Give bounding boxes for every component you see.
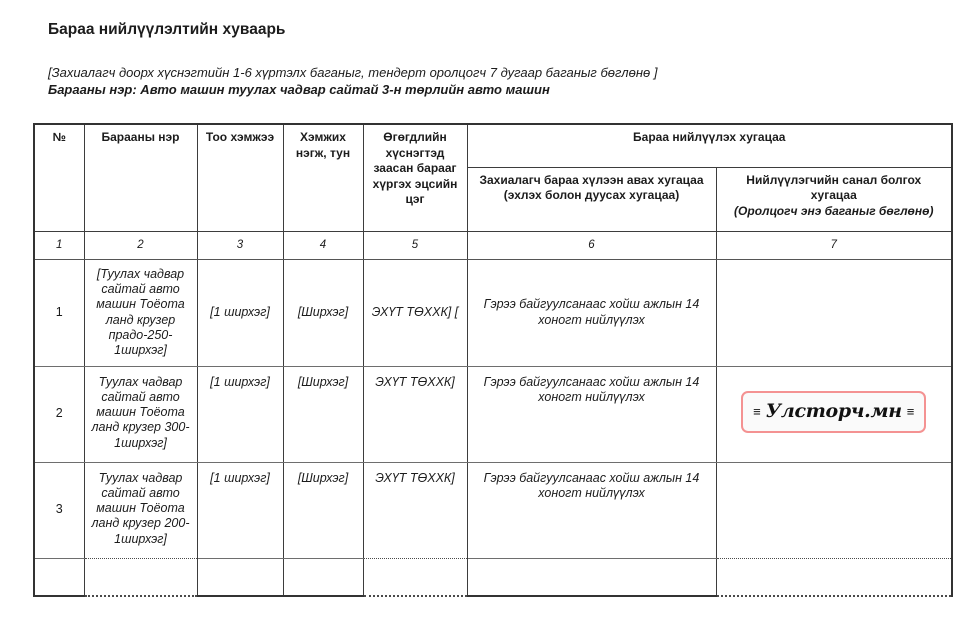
empty-cell [716,558,952,596]
row1-number: 1 [34,259,84,366]
header-supplier-period-line1: Нийлүүлэгчийн санал болгох [746,172,922,187]
empty-cell [34,558,84,596]
watermark-text: Улсторч.мн [765,399,902,422]
row2-number: 2 [34,366,84,462]
header-supply-period-group: Бараа нийлүүлэх хугацаа [467,124,952,167]
row2-product-name: Туулах чадвар сайтай авто машин Тоёота ланд крузер 300- 1ширхэг] [84,366,197,462]
row2-supplier-time [716,366,952,462]
column-number-row [34,231,952,259]
row2-quantity: [1 ширхэг] [197,366,283,462]
ulstorch-watermark-stamp [741,391,926,433]
row3-supplier-time [716,462,952,558]
row3-number: 3 [34,462,84,558]
col-index-4: 4 [283,231,363,259]
right-wing-icon: ≡ [906,403,915,419]
header-product-name: Барааны нэр [84,124,197,231]
col-index-6: 6 [467,231,716,259]
row2-buyer-time: Гэрээ байгуулсанаас хойш ажлын 14 хоногт нийлүүлэх [467,366,716,462]
page-title: Бараа нийлүүлэлтийн хуваарь [48,21,286,38]
col-index-2: 2 [84,231,197,259]
row1-unit: [Ширхэг] [283,259,363,366]
header-destination: Өгөгдлийн хүснэгтэд заасан барааг хүргэх эцсийн цэг [363,124,467,231]
header-supplier-period-line2: хугацаа [810,188,857,203]
table-row [34,366,952,462]
table-row [34,462,952,558]
row2-unit: [Ширхэг] [283,366,363,462]
left-wing-icon: ≡ [753,403,761,419]
row2-destination: ЭХҮТ ТӨХХК] [363,366,467,462]
row3-destination: ЭХҮТ ТӨХХК] [363,462,467,558]
row3-quantity: [1 ширхэг] [197,462,283,558]
instruction-line: [Захиалагч доорх хүснэгтийн 1-6 хүртэлх баганыг, тендерт оролцогч 7 дугаар баганыг бөглөнө ] [48,65,658,80]
table-row [34,558,952,596]
row1-product-name: [Туулах чадвар сайтай авто машин Тоёота ланд крузер прадо-250- 1ширхэг] [84,259,197,366]
empty-cell [467,558,716,596]
row3-product-name: Туулах чадвар сайтай авто машин Тоёота ланд крузер 200- 1ширхэг] [84,462,197,558]
row1-buyer-time: Гэрээ байгуулсанаас хойш ажлын 14 хоногт нийлүүлэх [467,259,716,366]
empty-cell [197,558,283,596]
table-row [34,259,952,366]
row1-quantity: [1 ширхэг] [197,259,283,366]
col-index-5: 5 [363,231,467,259]
col-index-1: 1 [34,231,84,259]
header-supplier-period-note: (Оролцогч энэ баганыг бөглөнө) [734,203,934,218]
row3-unit: [Ширхэг] [283,462,363,558]
supply-schedule-table [33,123,953,597]
product-name-line: Барааны нэр: Авто машин туулах чадвар сайтай 3-н төрлийн авто машин [48,82,550,97]
col-index-7: 7 [716,231,952,259]
intro-block [48,64,657,98]
header-supplier-period [716,167,952,231]
row1-destination: ЭХҮТ ТӨХХК] [ [363,259,467,366]
header-number: № [34,124,84,231]
empty-cell [283,558,363,596]
header-unit: Хэмжих нэгж, тун [283,124,363,231]
header-quantity: Тоо хэмжээ [197,124,283,231]
empty-cell [84,558,197,596]
row1-supplier-time [716,259,952,366]
row3-buyer-time: Гэрээ байгуулсанаас хойш ажлын 14 хоногт нийлүүлэх [467,462,716,558]
header-buyer-period: Захиалагч бараа хүлээн авах хугацаа (эхлэх болон дуусах хугацаа) [467,167,716,231]
empty-cell [363,558,467,596]
col-index-3: 3 [197,231,283,259]
